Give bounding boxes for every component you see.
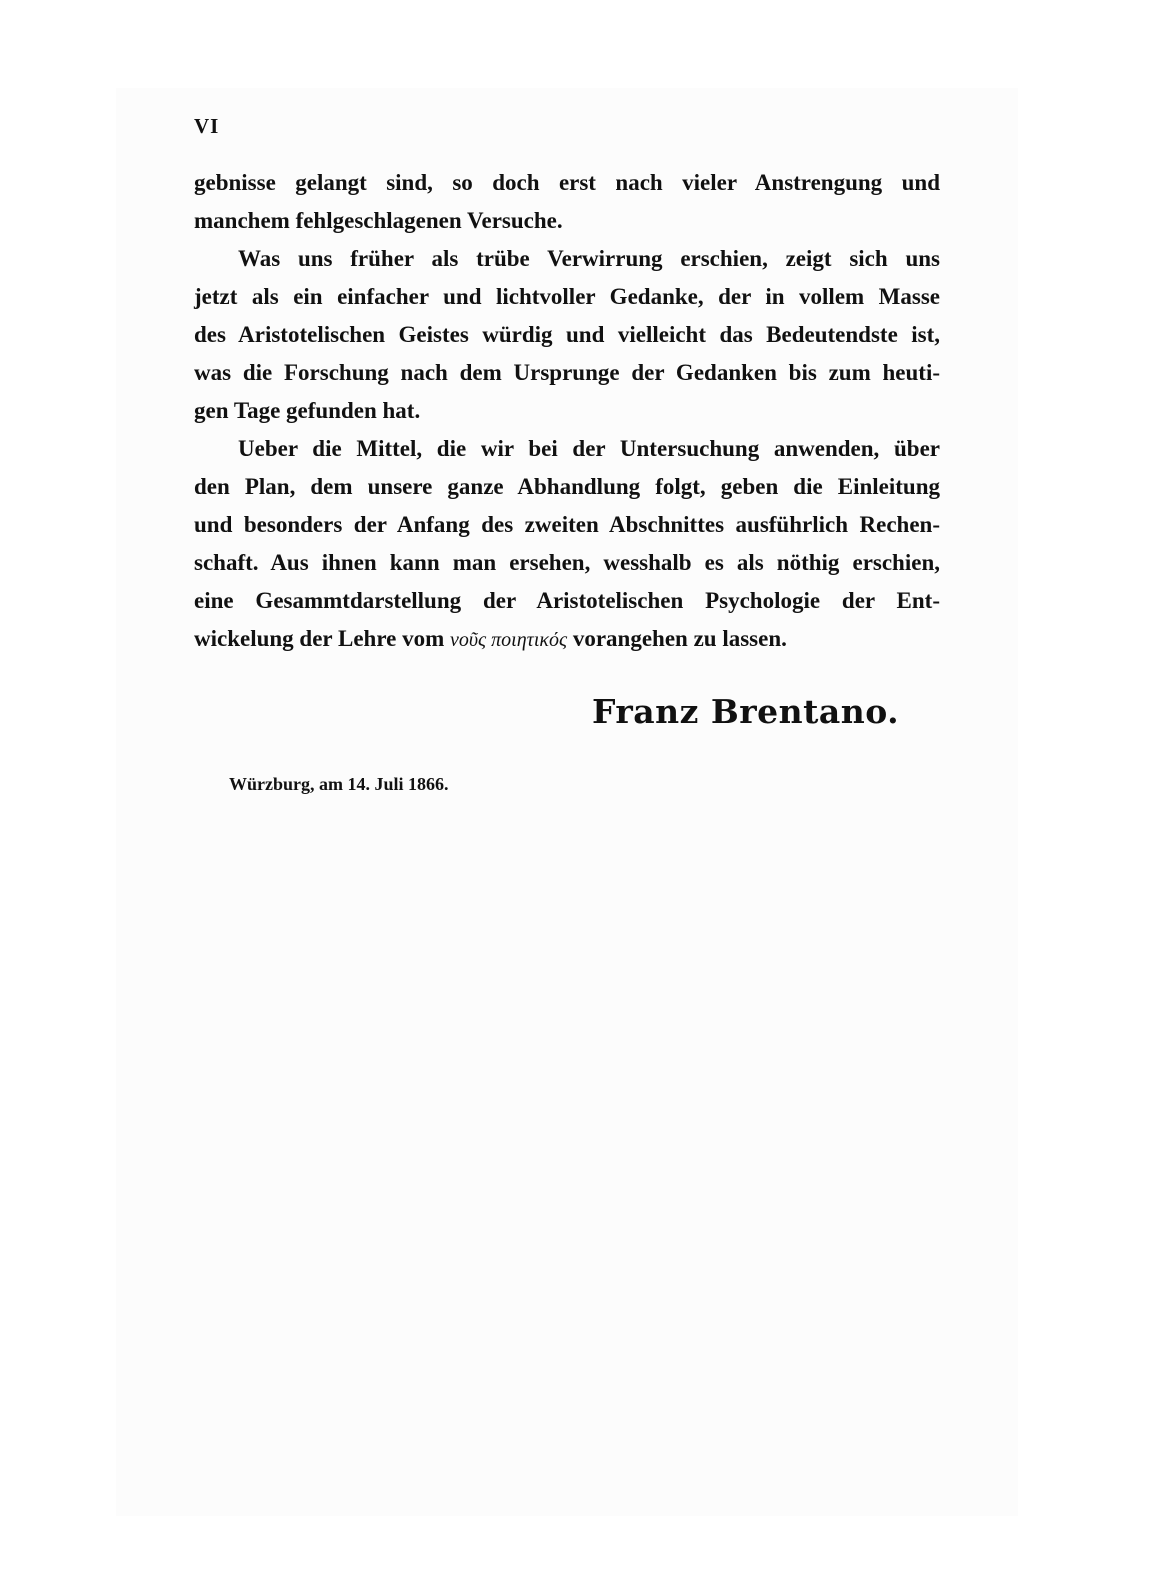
- author-signature: Franz Brentano.: [592, 692, 900, 731]
- text-line: manchem fehlgeschlagenen Versuche.: [194, 208, 563, 233]
- text-line: den Plan, dem unsere ganze Abhandlung folgt, geben die Einleitung: [194, 474, 940, 499]
- place-and-date: Würzburg, am 14. Juli 1866.: [229, 774, 449, 794]
- text-line: gen Tage gefunden hat.: [194, 398, 421, 423]
- text-line: Ueber die Mittel, die wir bei der Untersuchung anwenden, über: [238, 436, 940, 461]
- body-text: [194, 164, 940, 658]
- text-line: schaft. Aus ihnen kann man ersehen, wesshalb es als nöthig erschien,: [194, 550, 940, 575]
- text-line: des Aristotelischen Geistes würdig und vielleicht das Bedeutendste ist,: [194, 322, 940, 347]
- text-line-with-greek: [194, 620, 940, 658]
- text-line: gebnisse gelangt sind, so doch erst nach vieler Anstrengung und: [194, 170, 940, 195]
- page-number: VI: [194, 114, 220, 138]
- text-line: jetzt als ein einfacher und lichtvoller Gedanke, der in vollem Masse: [194, 284, 940, 309]
- text-line: und besonders der Anfang des zweiten Abschnittes ausführlich Rechen-: [194, 512, 940, 537]
- greek-phrase: νοῦς ποιητικός: [449, 629, 568, 651]
- text-line: Was uns früher als trübe Verwirrung erschien, zeigt sich uns: [238, 246, 940, 271]
- line-text-before: wickelung der Lehre vom: [194, 626, 450, 651]
- line-text-after: vorangehen zu lassen.: [567, 626, 787, 651]
- text-line: was die Forschung nach dem Ursprunge der Gedanken bis zum heuti-: [194, 360, 940, 385]
- text-line: eine Gesammtdarstellung der Aristotelischen Psychologie der Ent-: [194, 588, 940, 613]
